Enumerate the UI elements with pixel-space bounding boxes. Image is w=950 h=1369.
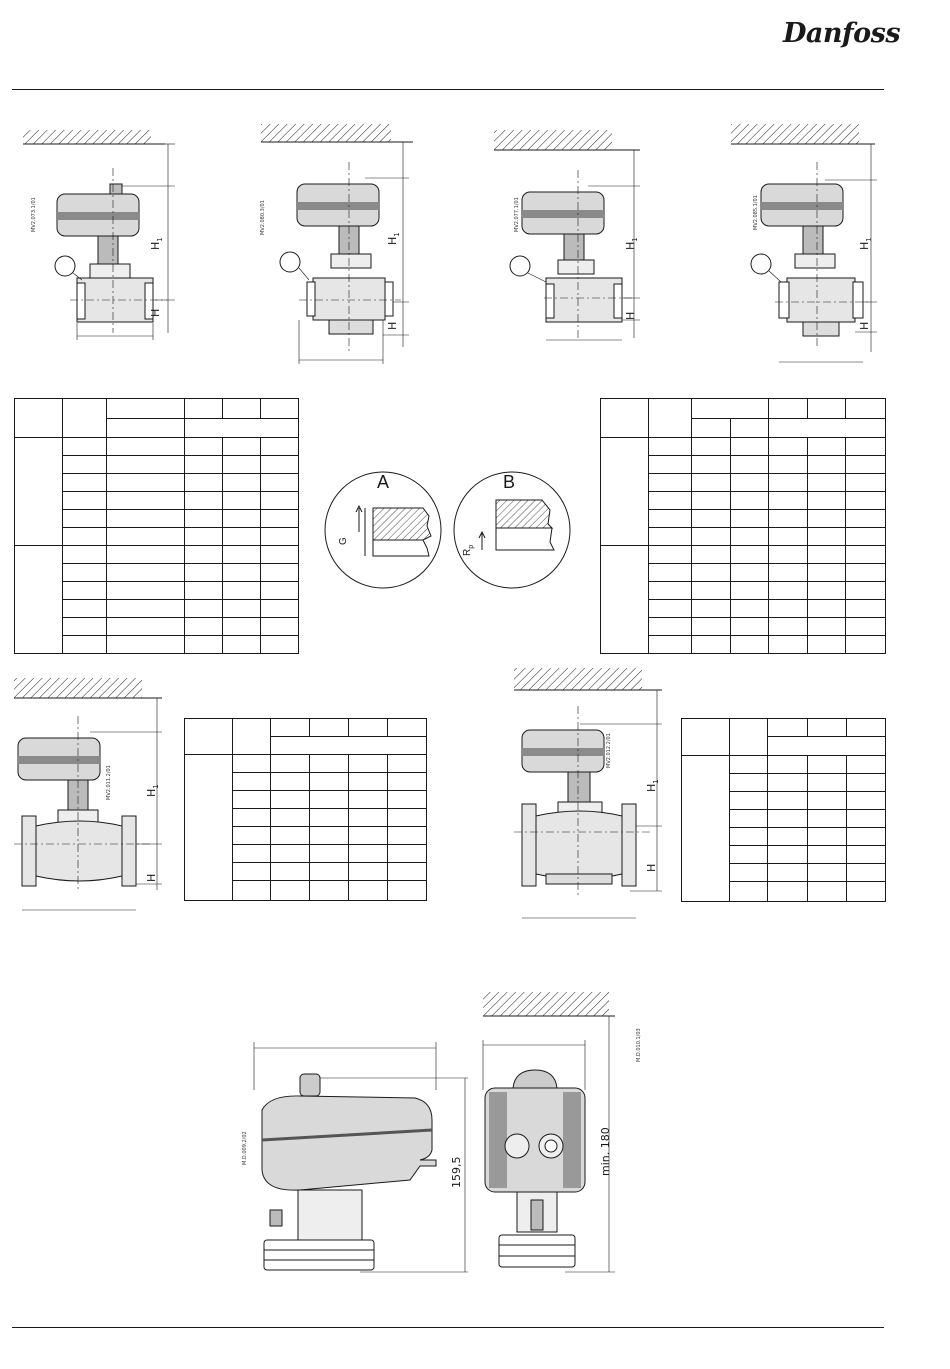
drawing-code-top-2: MV2.080.3/01 [260, 200, 266, 235]
thread-a-label: G [338, 537, 349, 545]
dim-h1-top-4: $H_1$ [858, 237, 874, 250]
thread-b-title: B [503, 472, 516, 492]
dim-h-top-1: H [149, 308, 162, 317]
dimension-table-mid-right [681, 718, 886, 902]
dim-h1-subscript: 1 [865, 237, 874, 242]
dim-h-top-2: H [386, 321, 399, 330]
drawing-code-actuator-side: M.D.009.2/02 [242, 1131, 248, 1165]
dim-h1-top-3: $H_1$ [624, 237, 640, 250]
dim-h1-subscript: 1 [652, 779, 661, 784]
dimension-table-right [600, 398, 886, 654]
valve-drawing-2 [255, 122, 430, 367]
dim-h1-mid-left: $H_1$ [145, 784, 161, 797]
dim-h-top-4: H [858, 321, 871, 330]
thread-a-title: A [377, 472, 390, 492]
dim-h1-mid-right: $H_1$ [645, 779, 661, 792]
drawing-code-mid-right: MV2.012.2/01 [606, 733, 612, 768]
header-rule [12, 89, 884, 90]
drawing-code-mid-left: MV2.011.2/01 [106, 765, 112, 800]
actuator-side-view [240, 1040, 470, 1280]
dim-h-mid-left: H [145, 873, 158, 882]
dim-h-top-3: H [624, 311, 637, 320]
thread-b-letter: R [462, 548, 473, 556]
danfoss-logo: Danfoss [783, 18, 901, 49]
dimension-table-mid-left [184, 718, 427, 901]
dim-h1-subscript: 1 [152, 784, 161, 789]
dim-h1-subscript: 1 [631, 237, 640, 242]
dim-h1-subscript: 1 [156, 237, 165, 242]
dimension-table-left [14, 398, 299, 654]
dim-h1-top-1: $H_1$ [149, 237, 165, 250]
drawing-code-top-3: MV2.077.1/01 [514, 197, 520, 232]
dim-h1-top-2: $H_1$ [386, 232, 402, 245]
flanged-valve-drawing-right [510, 666, 670, 926]
dim-h-mid-right: H [645, 863, 658, 872]
drawing-code-actuator-front: M.D.010.1/03 [636, 1028, 642, 1062]
thread-b-subscript: p [468, 544, 475, 549]
dim-actuator-height: 159,5 [450, 1156, 463, 1188]
thread-b-label [462, 545, 475, 556]
dim-min-clearance: min. 180 [599, 1127, 612, 1176]
dim-h1-subscript: 1 [393, 232, 402, 237]
drawing-code-top-4: MV2.085.1/01 [753, 195, 759, 230]
drawing-code-top-1: MV2.073.1/01 [31, 197, 37, 232]
footer-rule [12, 1327, 884, 1328]
